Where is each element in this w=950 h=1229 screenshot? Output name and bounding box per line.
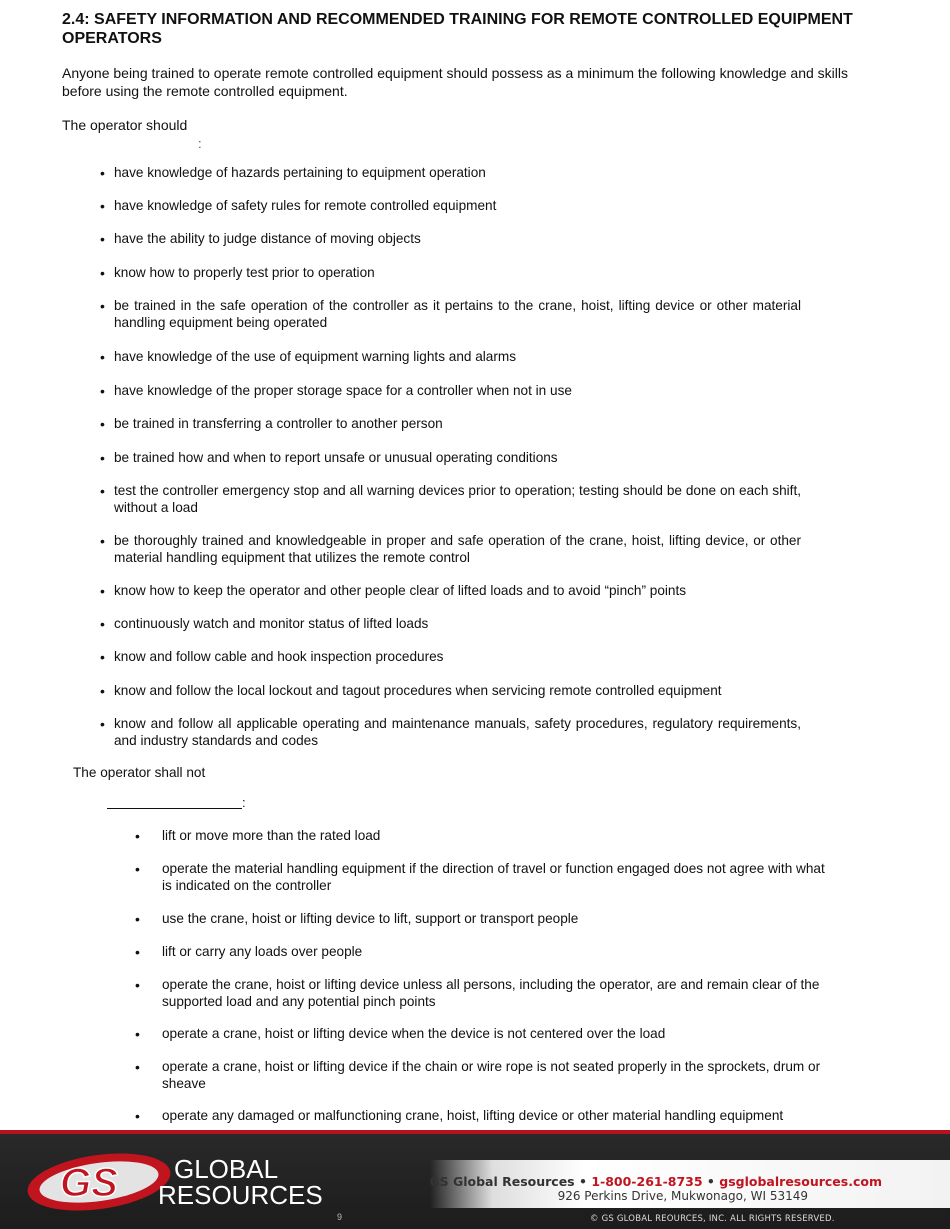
list-item-text: know and follow cable and hook inspection procedures — [114, 649, 444, 664]
shall-not-lead-text: The operator shall not — [73, 765, 206, 780]
address-text: 926 Perkins Drive, Mukwonago, WI 53149 — [557, 1189, 808, 1203]
logo-global-text: GLOBAL — [174, 1154, 279, 1184]
page-number: 9 — [337, 1212, 343, 1222]
logo-resources-text: RESOURCES — [158, 1180, 323, 1210]
separator: • — [574, 1174, 592, 1189]
bullet-icon: • — [100, 683, 105, 699]
should-lead-text: The operator should — [62, 117, 188, 133]
list-item-text: have knowledge of the proper storage space for a controller when not in use — [114, 383, 572, 398]
bullet-icon: • — [100, 649, 105, 665]
contact-line — [429, 1174, 882, 1189]
list-item-text: operate the material handling equipment if the direction of travel or function engaged does not agree with what is indicated on the controller — [162, 861, 825, 893]
list-item-text: know and follow the local lockout and tagout procedures when servicing remote controlled equipment — [114, 683, 722, 698]
contact-block — [430, 1160, 950, 1208]
bullet-icon: • — [100, 616, 105, 632]
footer-accent-line — [0, 1130, 950, 1134]
bullet-icon: • — [100, 231, 105, 247]
list-item-text: have knowledge of hazards pertaining to equipment operation — [114, 165, 486, 180]
bullet-icon: • — [100, 583, 105, 599]
blank-underline — [107, 793, 242, 809]
list-item-text: have the ability to judge distance of moving objects — [114, 231, 421, 246]
bullet-icon: • — [100, 533, 105, 549]
list-item-text: continuously watch and monitor status of lifted loads — [114, 616, 429, 631]
bullet-icon: • — [100, 349, 105, 365]
copyright-notice: © GS GLOBAL REOURCES, INC. ALL RIGHTS RESERVED. — [590, 1214, 835, 1224]
list-item-text: have knowledge of the use of equipment warning lights and alarms — [114, 349, 517, 364]
bullet-icon: • — [100, 383, 105, 399]
list-item-text: have knowledge of safety rules for remote controlled equipment — [114, 198, 497, 213]
list-item-text: lift or carry any loads over people — [162, 944, 363, 959]
intro-paragraph: Anyone being trained to operate remote controlled equipment should possess as a minimum the following knowledge and skills before using the remote controlled equipment. — [62, 65, 849, 99]
should-colon: : — [198, 136, 202, 151]
logo-gs-text: GS — [60, 1161, 118, 1205]
website-link[interactable]: gsglobalresources.com — [719, 1174, 882, 1189]
bullet-icon: • — [135, 828, 140, 844]
bullet-icon: • — [135, 861, 140, 877]
bullet-icon: • — [100, 165, 105, 181]
list-item-text: test the controller emergency stop and all warning devices prior to operation; testing should be done on each shift, without a load — [114, 483, 801, 515]
bullet-icon: • — [100, 483, 105, 499]
bullet-icon: • — [135, 911, 140, 927]
list-item-text: operate any damaged or malfunctioning crane, hoist, lifting device or other material handling equipment — [162, 1108, 784, 1123]
list-item-text: use the crane, hoist or lifting device to lift, support or transport people — [162, 911, 579, 926]
bullet-icon: • — [100, 298, 105, 314]
list-item-text: be trained how and when to report unsafe or unusual operating conditions — [114, 450, 558, 465]
bullet-icon: • — [100, 198, 105, 214]
bullet-icon: • — [100, 716, 105, 732]
section-title: 2.4: SAFETY INFORMATION AND RECOMMENDED TRAINING FOR REMOTE CONTROLLED EQUIPMENT OPERATORS — [62, 11, 853, 47]
phone-number[interactable]: 1-800-261-8735 — [591, 1174, 703, 1189]
bullet-icon: • — [135, 977, 140, 993]
company-name: GS Global Resources — [429, 1174, 575, 1189]
list-item-text: know and follow all applicable operating and maintenance manuals, safety procedures, regulatory requirements, and industry standards and codes — [114, 716, 801, 748]
list-item-text: know how to keep the operator and other people clear of lifted loads and to avoid “pinch” points — [114, 583, 687, 598]
bullet-icon: • — [100, 450, 105, 466]
list-item-text: be thoroughly trained and knowledgeable in proper and safe operation of the crane, hoist, lifting device, or other material handling equipment that utilizes the remote control — [114, 533, 801, 565]
bullet-icon: • — [135, 1108, 140, 1124]
shall-not-colon: : — [242, 795, 246, 810]
list-item-text: be trained in transferring a controller to another person — [114, 416, 443, 431]
bullet-icon: • — [100, 416, 105, 432]
list-item-text: operate a crane, hoist or lifting device when the device is not centered over the load — [162, 1026, 666, 1041]
list-item-text: know how to properly test prior to operation — [114, 265, 375, 280]
bullet-icon: • — [135, 944, 140, 960]
separator: • — [702, 1174, 720, 1189]
bullet-icon: • — [135, 1026, 140, 1042]
list-item-text: operate a crane, hoist or lifting device if the chain or wire rope is not seated properly in the sprockets, drum or sheave — [162, 1059, 821, 1091]
list-item-text: be trained in the safe operation of the controller as it pertains to the crane, hoist, lifting device or other material handling equipment being operated — [114, 298, 801, 330]
list-item-text: operate the crane, hoist or lifting device unless all persons, including the operator, are and remain clear of the supported load and any potential pinch points — [162, 977, 820, 1009]
gs-global-resources-logo — [24, 1148, 364, 1212]
bullet-icon: • — [135, 1059, 140, 1075]
bullet-icon: • — [100, 265, 105, 281]
list-item-text: lift or move more than the rated load — [162, 828, 381, 843]
